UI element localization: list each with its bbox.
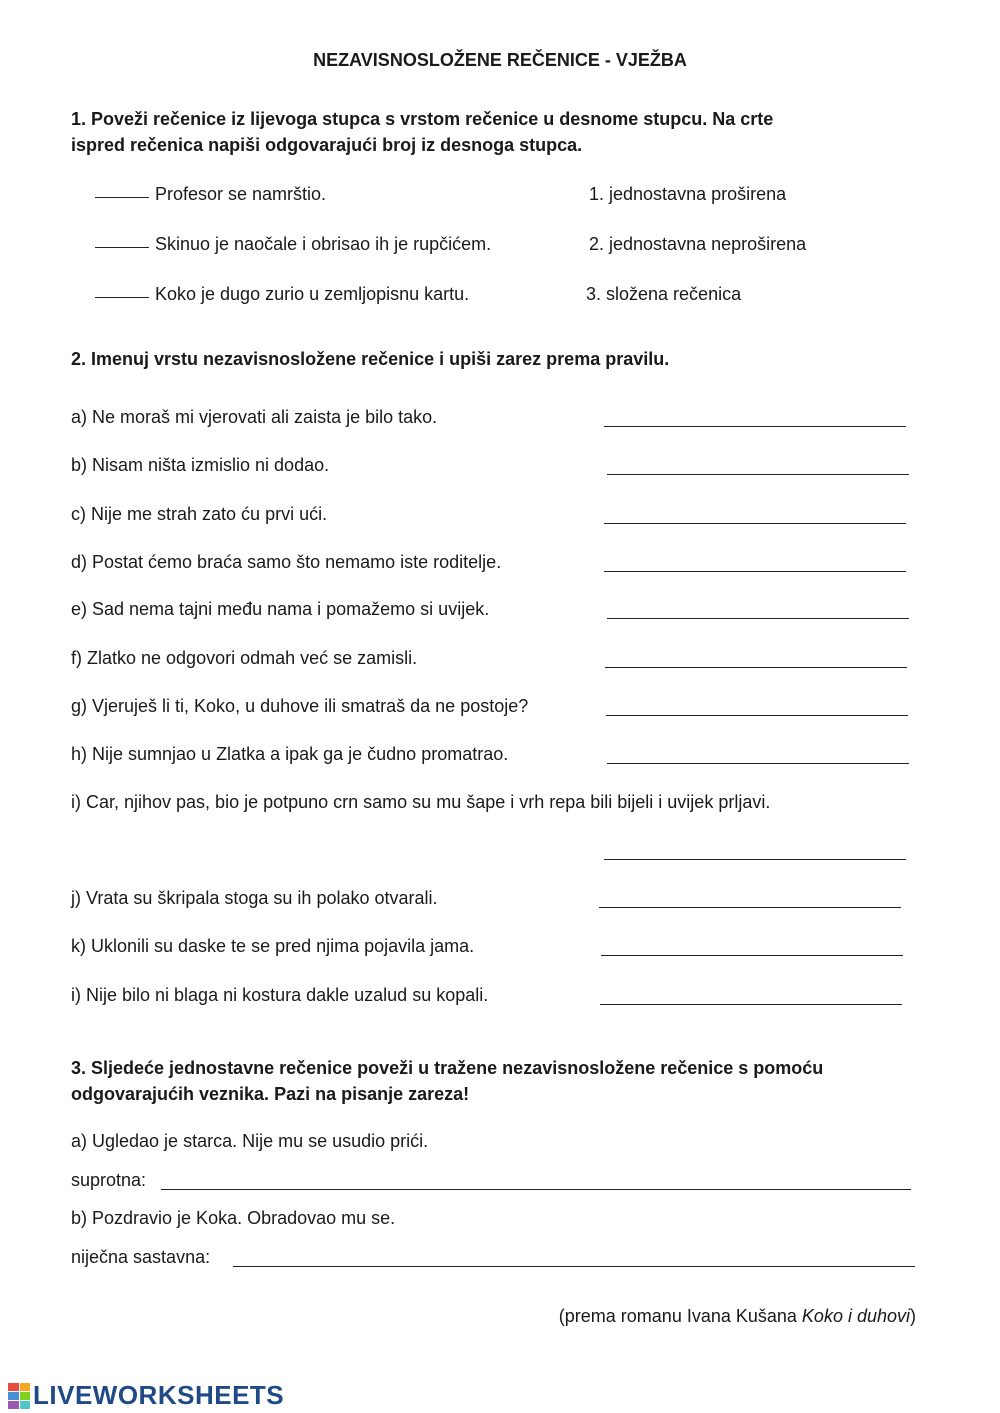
option-3: 3. složena rečenica xyxy=(586,284,742,304)
task1-row-2: Skinuo je naočale i obrisao ih je rupčićem. xyxy=(95,233,491,255)
answer-line[interactable] xyxy=(599,907,901,908)
task1-heading-line1: 1. Poveži rečenice iz lijevoga stupca s vrstom rečenice u desnome stupcu. Na crte xyxy=(71,109,774,129)
answer-line[interactable] xyxy=(161,1189,911,1190)
task2-item-g: g) Vjeruješ li ti, Koko, u duhove ili smatraš da ne postoje? xyxy=(71,696,529,716)
answer-line[interactable] xyxy=(604,523,906,524)
task1-heading-line2: ispred rečenica napiši odgovarajući broj iz desnoga stupca. xyxy=(71,135,583,155)
answer-line[interactable] xyxy=(604,571,906,572)
answer-line[interactable] xyxy=(600,1004,902,1005)
task1-row-1: Profesor se namrštio. xyxy=(95,183,326,205)
task3-sentence-a: a) Ugledao je starca. Nije mu se usudio prići. xyxy=(71,1131,429,1151)
task3-sentence-b: b) Pozdravio je Koka. Obradovao mu se. xyxy=(71,1208,396,1228)
answer-line[interactable] xyxy=(607,618,909,619)
task2-item-d: d) Postat ćemo braća samo što nemamo iste roditelje. xyxy=(71,552,502,572)
answer-blank[interactable] xyxy=(95,197,149,198)
task2-item-h: h) Nije sumnjao u Zlatka a ipak ga je čudno promatrao. xyxy=(71,744,509,764)
answer-line[interactable] xyxy=(604,859,906,860)
option-2: 2. jednostavna neproširena xyxy=(589,234,807,254)
answer-blank[interactable] xyxy=(95,247,149,248)
answer-blank[interactable] xyxy=(95,297,149,298)
task2-item-k: k) Uklonili su daske te se pred njima pojavila jama. xyxy=(71,936,475,956)
task2-heading: 2. Imenuj vrstu nezavisnosložene rečenice i upiši zarez prema pravilu. xyxy=(71,349,670,369)
task2-item-e: e) Sad nema tajni među nama i pomažemo si uvijek. xyxy=(71,599,490,619)
task2-item-f: f) Zlatko ne odgovori odmah već se zamisli. xyxy=(71,648,418,668)
task3-label-b: niječna sastavna: xyxy=(71,1247,211,1267)
task2-item-i: i) Car, njihov pas, bio je potpuno crn samo su mu šape i vrh repa bili bijeli i uvijek prljavi. xyxy=(71,792,771,812)
task2-item-b: b) Nisam ništa izmislio ni dodao. xyxy=(71,455,330,475)
task2-item-a: a) Ne moraš mi vjerovati ali zaista je bilo tako. xyxy=(71,407,438,427)
footer-logo xyxy=(8,1380,284,1411)
task2-item-c: c) Nije me strah zato ću prvi ući. xyxy=(71,504,328,524)
task2-item-l: i) Nije bilo ni blaga ni kostura dakle uzalud su kopali. xyxy=(71,985,489,1005)
answer-line[interactable] xyxy=(233,1266,915,1267)
task3-heading-line1: 3. Sljedeće jednostavne rečenice poveži u tražene nezavisnosložene rečenice s pomoću xyxy=(71,1058,824,1078)
task3-heading-line2: odgovarajućih veznika. Pazi na pisanje zareza! xyxy=(71,1084,470,1104)
answer-line[interactable] xyxy=(607,763,909,764)
option-1: 1. jednostavna proširena xyxy=(589,184,787,204)
page-title: NEZAVISNOSLOŽENE REČENICE - VJEŽBA xyxy=(313,50,687,70)
answer-line[interactable] xyxy=(607,474,909,475)
answer-line[interactable] xyxy=(601,955,903,956)
answer-line[interactable] xyxy=(604,426,906,427)
task2-item-j: j) Vrata su škripala stoga su ih polako otvarali. xyxy=(71,888,438,908)
source-citation: (prema romanu Ivana Kušana Koko i duhovi) xyxy=(558,1306,916,1326)
answer-line[interactable] xyxy=(605,667,907,668)
task3-label-a: suprotna: xyxy=(71,1170,147,1190)
liveworksheets-logo-icon xyxy=(8,1383,30,1409)
brand-name: LIVEWORKSHEETS xyxy=(33,1380,285,1410)
task1-row-3: Koko je dugo zurio u zemljopisnu kartu. xyxy=(95,283,469,305)
answer-line[interactable] xyxy=(606,715,908,716)
